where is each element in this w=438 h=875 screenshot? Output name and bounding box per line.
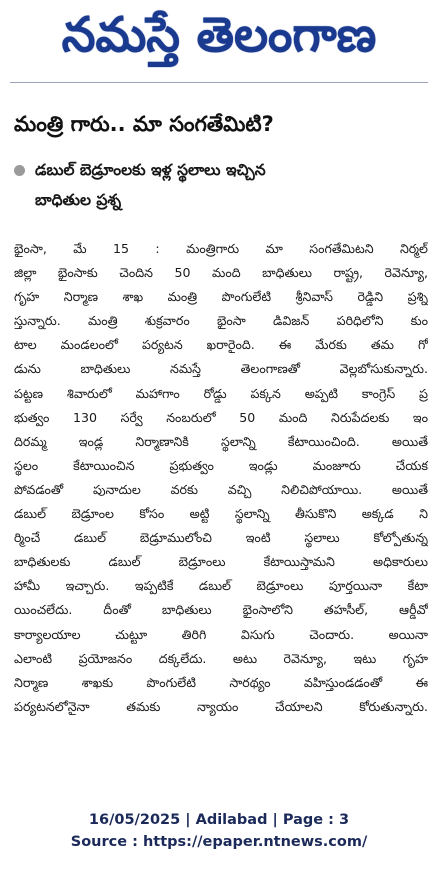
article-headline: మంత్రి గారు.. మా సంగతేమిటి?	[14, 112, 274, 136]
body-line: జిల్లా భైంసాకు చెందిన 50 మంది బాధితులు రాష్ట్ర, రెవెన్యూ,	[14, 265, 428, 281]
body-line: డబుల్ బెడ్రూంల కోసం అట్టి స్థలాన్ని తీసుకొని అక్కడ ని	[14, 506, 428, 522]
body-line: పట్టణ శివారులో మహాగాం రోడ్డు పక్కన అప్పటి కాంగ్రెస్ ప్ర	[14, 385, 428, 401]
body-line: స్తున్నారు. మంత్రి శుక్రవారం భైంసా డివిజన్ పరిధిలోని కుం	[14, 313, 428, 329]
masthead-divider	[10, 82, 428, 83]
publication-info: 16/05/2025 | Adilabad | Page : 3	[88, 812, 350, 828]
body-line: నిర్మాణ శాఖకు పొంగులేటి సారథ్యం వహిస్తుండడంతో ఈ	[14, 674, 428, 690]
article-subhead	[14, 158, 428, 218]
body-line: ర్మించే డబుల్ బెడ్రూములోంచి ఇంటి స్థలాలు కోల్పోతున్న	[14, 530, 428, 546]
body-line: దిరమ్మ ఇండ్ల నిర్మాణానికి స్థలాన్ని కేటాయించింది. అయితే	[14, 433, 428, 449]
subhead-line: బాధితుల ప్రశ్న	[35, 191, 122, 209]
newspaper-masthead: నమస్తే తెలంగాణ	[61, 7, 377, 63]
subhead-text	[35, 158, 415, 218]
body-line: డును బాధితులు నమస్తే తెలంగాణతో వెల్లబోసుకున్నారు.	[14, 361, 428, 377]
subhead-line: డబుల్ బెడ్రూంలకు ఇళ్ల స్థలాలు ఇచ్చిన	[35, 161, 266, 179]
body-line: హామీ ఇచ్చారు. ఇప్పటికే డబుల్ బెడ్రూంలు పూర్తయినా కేటా	[14, 578, 428, 594]
bullet-icon	[14, 165, 25, 176]
body-line: టాల మండలంలో పర్యటన ఖరారైంది. ఈ మేరకు తమ గో	[14, 337, 428, 353]
body-line: పోవడంతో పునాదుల వరకు వచ్చి నిలిచిపోయాయి. అయితే	[14, 481, 428, 497]
body-line: భైంసా, మే 15 : మంత్రిగారు మా సంగతేమిటని నిర్మల్	[14, 241, 428, 256]
article-body	[14, 237, 428, 719]
body-line: స్థలం కేటాయించిన ప్రభుత్వం ఇండ్లు మంజూరు చేయక	[14, 457, 428, 473]
body-line: యించలేదు. దీంతో బాధితులు భైంసాలోని తహసీల్, ఆర్డీవో	[14, 602, 428, 618]
body-line: ఎలాంటి ప్రయోజనం దక్కలేదు. అటు రెవెన్యూ, ఇటు గృహ	[14, 650, 428, 666]
source-url: Source : https://epaper.ntnews.com/	[70, 834, 368, 850]
body-line: బాధితులకు డబుల్ బెడ్రూంలు కేటాయిస్తామని అధికారులు	[14, 554, 428, 570]
body-line: గృహ నిర్మాణ శాఖ మంత్రి పొంగులేటి శ్రీనివాస్ రెడ్డిని ప్రశ్ని	[14, 289, 428, 305]
body-line: పర్యటనలోనైనా తమకు న్యాయం చేయాలని కోరుతున్నారు.	[14, 698, 428, 714]
body-line: కార్యాలయాల చుట్టూ తిరిగి విసుగు చెందారు. అయినా	[14, 626, 428, 642]
body-line: భుత్వం 130 సర్వే నంబరులో 50 మంది నిరుపేదలకు ఇం	[14, 409, 428, 425]
